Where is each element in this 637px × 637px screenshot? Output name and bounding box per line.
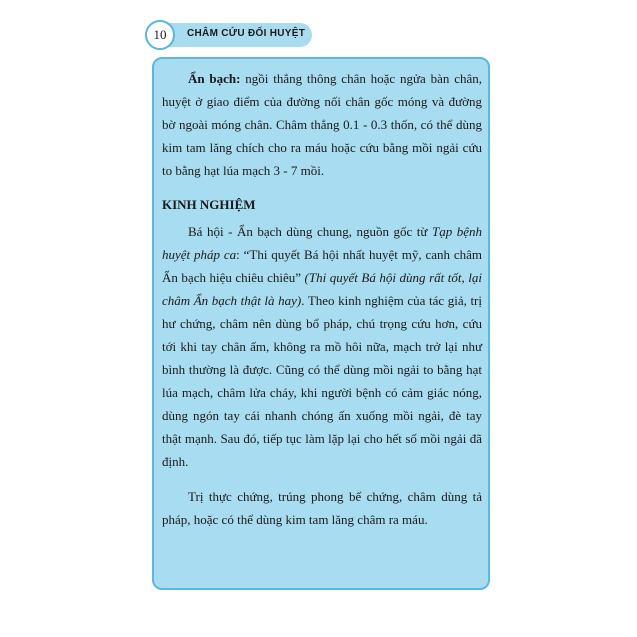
- experience-italic-source: Tạp bệnh huyệt pháp ca: [162, 224, 483, 262]
- content-box: [152, 57, 490, 590]
- an-bach-description: ngồi thẳng thông chân hoặc ngửa bàn chân, huyệt ở giao điểm của đường nối chân gốc móng và đường bờ ngoài móng chân. Châm thẳng 0.1 - 0.3 thốn, có thể dùng kim tam lăng chích cho ra máu hoặc cứu bằng mồi ngải cứu to bằng hạt lúa mạch 3 - 7 mồi.: [162, 71, 482, 178]
- experience-text-c: . Theo kinh nghiệm của tác giả, trị hư chứng, châm nên dùng bổ pháp, chú trọng cứu hơn, cứu tới khi tay chân ấm, không ra mồ hôi nữa, mạch trở lại như bình thường là được. Cũng có thể dùng mồi ngải to bằng hạt lúa mạch, châm lửa cháy, khi người bệnh có cảm giác nóng, dùng ngón tay cái nhanh chóng ấn xuống mồi ngải, đè tay thật mạnh. Sau đó, tiếp tục làm lặp lại cho hết số mồi ngải đã định.: [162, 293, 482, 469]
- an-bach-paragraph: [162, 67, 482, 182]
- experience-italic-translation: (Thi quyết Bá hội dùng rất tốt, lại châm Ẩn bạch thật là hay): [162, 270, 483, 308]
- experience-text-a: Bá hội - Ẩn bạch dùng chung, nguồn gốc từ: [188, 224, 432, 239]
- content-body: [162, 67, 482, 531]
- excess-syndrome-paragraph: Trị thực chứng, trúng phong bế chứng, châm dùng tả pháp, hoặc có thể dùng kim tam lăng châm ra máu.: [162, 489, 482, 527]
- page-header: [145, 20, 312, 50]
- section-heading: KINH NGHIỆM: [162, 197, 256, 212]
- experience-paragraph: [162, 220, 482, 473]
- an-bach-term: Ẩn bạch:: [188, 71, 241, 86]
- experience-text-b: : “Thi quyết Bá hội nhất huyệt mỹ, canh châm Ẩn bạch hiệu chiêu chiêu”: [162, 247, 483, 285]
- book-title: CHÂM CỨU ĐỐI HUYỆT: [187, 28, 306, 39]
- page-number: 10: [145, 20, 175, 50]
